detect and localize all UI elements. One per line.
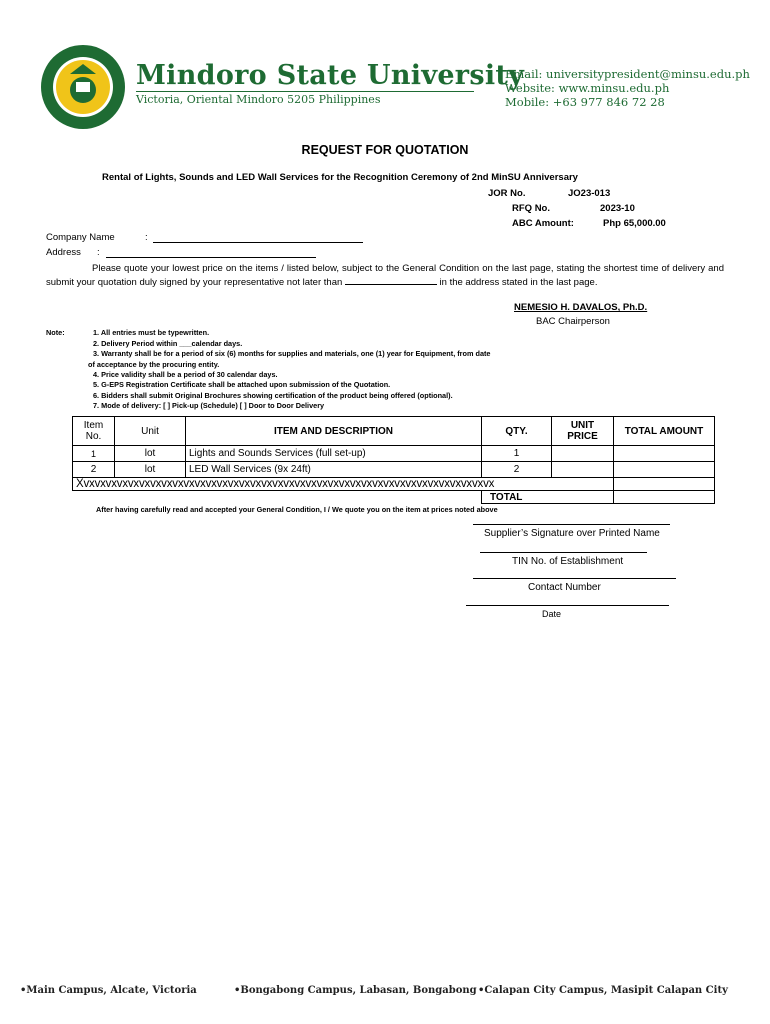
- note-4: 4. Price validity shall be a period of 30 calendar days.: [93, 370, 278, 379]
- filler-empty-cell: [614, 478, 715, 491]
- row-total-amount[interactable]: [614, 462, 715, 478]
- university-address: Victoria, Oriental Mindoro 5205 Philippines: [136, 93, 381, 106]
- document-title: REQUEST FOR QUOTATION: [301, 143, 469, 157]
- tin-line[interactable]: [480, 552, 647, 553]
- address-colon: :: [97, 247, 100, 258]
- rfq-value: 2023-10: [600, 203, 635, 214]
- row-qty: 1: [482, 446, 552, 462]
- row-description: Lights and Sounds Services (full set-up): [186, 446, 482, 462]
- row-unit-price[interactable]: [552, 446, 614, 462]
- note-3-cont: of acceptance by the procuring entity.: [88, 360, 220, 369]
- header-total-amount: TOTAL AMOUNT: [614, 417, 715, 446]
- header-unit: Unit: [115, 417, 186, 446]
- jor-label: JOR No.: [488, 188, 526, 199]
- footer-main-campus: •Main Campus, Alcate, Victoria: [20, 985, 197, 996]
- total-label: TOTAL: [482, 491, 614, 504]
- filler-text: Xvxvxvxvxvxvxvxvxvxvxvxvxvxvxvxvxvxvxvxvxvxvxvxvxvxvxvxvxvxvxvxvxvxvxvxvxvx: [73, 478, 614, 491]
- grand-total-cell[interactable]: [614, 491, 715, 504]
- deadline-blank[interactable]: [345, 275, 437, 285]
- row-total-amount[interactable]: [614, 446, 715, 462]
- row-unit-price[interactable]: [552, 462, 614, 478]
- contact-email: Email: universitypresident@minsu.edu.ph: [505, 67, 750, 81]
- contact-mobile: Mobile: +63 977 846 72 28: [505, 95, 665, 109]
- rfq-label: RFQ No.: [512, 203, 550, 214]
- company-colon: :: [145, 232, 148, 243]
- company-name-field[interactable]: [153, 242, 363, 243]
- contact-label: Contact Number: [528, 582, 601, 593]
- abc-value: Php 65,000.00: [603, 218, 666, 229]
- total-spacer: [73, 491, 482, 504]
- note-6: 6. Bidders shall submit Original Brochures showing certification of the product being offered (optional).: [93, 391, 453, 400]
- header-qty: QTY.: [482, 417, 552, 446]
- table-header-row: [73, 417, 715, 446]
- note-2: 2. Delivery Period within ___calendar days.: [93, 339, 243, 348]
- header-unit-price: UNIT PRICE: [552, 417, 614, 446]
- table-row: [73, 446, 715, 462]
- row-unit: lot: [115, 462, 186, 478]
- university-name: Mindoro State University: [136, 60, 525, 91]
- supplier-signature-label: Supplier’s Signature over Printed Name: [484, 528, 660, 539]
- note-7: 7. Mode of delivery: [ ] Pick-up (Schedule) [ ] Door to Door Delivery: [93, 401, 325, 410]
- note-5: 5. G-EPS Registration Certificate shall be attached upon submission of the Quotation.: [93, 380, 391, 389]
- note-1: 1. All entries must be typewritten.: [93, 328, 210, 337]
- quotation-table: [72, 416, 715, 504]
- header-description: ITEM AND DESCRIPTION: [186, 417, 482, 446]
- jor-value: JO23-013: [568, 188, 611, 199]
- row-item-no: 1: [73, 446, 115, 462]
- note-3: 3. Warranty shall be for a period of six (6) months for supplies and materials, one (1) year for Equipment, from date: [93, 349, 491, 358]
- row-description: LED Wall Services (9x 24ft): [186, 462, 482, 478]
- contact-line[interactable]: [473, 578, 676, 579]
- row-item-no: 2: [73, 462, 115, 478]
- date-line[interactable]: [466, 605, 669, 606]
- date-label: Date: [542, 609, 562, 619]
- address-field[interactable]: [106, 257, 316, 258]
- company-name-label: Company Name: [46, 232, 115, 243]
- header-item-no: Item No.: [73, 417, 115, 446]
- acceptance-text: After having carefully read and accepted your General Condition, I / We quote you on the item at prices noted above: [96, 505, 498, 514]
- address-label: Address: [46, 247, 81, 258]
- header-rule: [136, 91, 474, 92]
- seal-text: MINDORO STATE UNIVERSITY: [40, 37, 163, 46]
- notes-label: Note:: [46, 328, 65, 337]
- tin-label: TIN No. of Establishment: [512, 556, 624, 567]
- university-seal: [40, 37, 163, 130]
- row-unit: lot: [115, 446, 186, 462]
- signatory-name: NEMESIO H. DAVALOS, Ph.D.: [514, 302, 648, 313]
- footer-calapan-campus: •Calapan City Campus, Masipit Calapan City: [478, 985, 728, 996]
- table-row: [73, 462, 715, 478]
- document-subject: Rental of Lights, Sounds and LED Wall Services for the Recognition Ceremony of 2nd MinSU Anniversary: [102, 172, 578, 183]
- contact-website: Website: www.minsu.edu.ph: [505, 81, 670, 95]
- row-qty: 2: [482, 462, 552, 478]
- abc-label: ABC Amount:: [512, 218, 574, 229]
- total-row: [73, 491, 715, 504]
- supplier-signature-line[interactable]: [473, 524, 670, 525]
- signatory-title: BAC Chairperson: [536, 316, 610, 327]
- filler-row: [73, 478, 715, 491]
- footer-bongabong-campus: •Bongabong Campus, Labasan, Bongabong: [234, 985, 477, 996]
- instruction-paragraph: Please quote your lowest price on the items / listed below, subject to the General Condition on the last page, stating the shortest time of delivery and submit your quotation duly signed by your representative not later than in the address stated in the last page.: [46, 263, 724, 288]
